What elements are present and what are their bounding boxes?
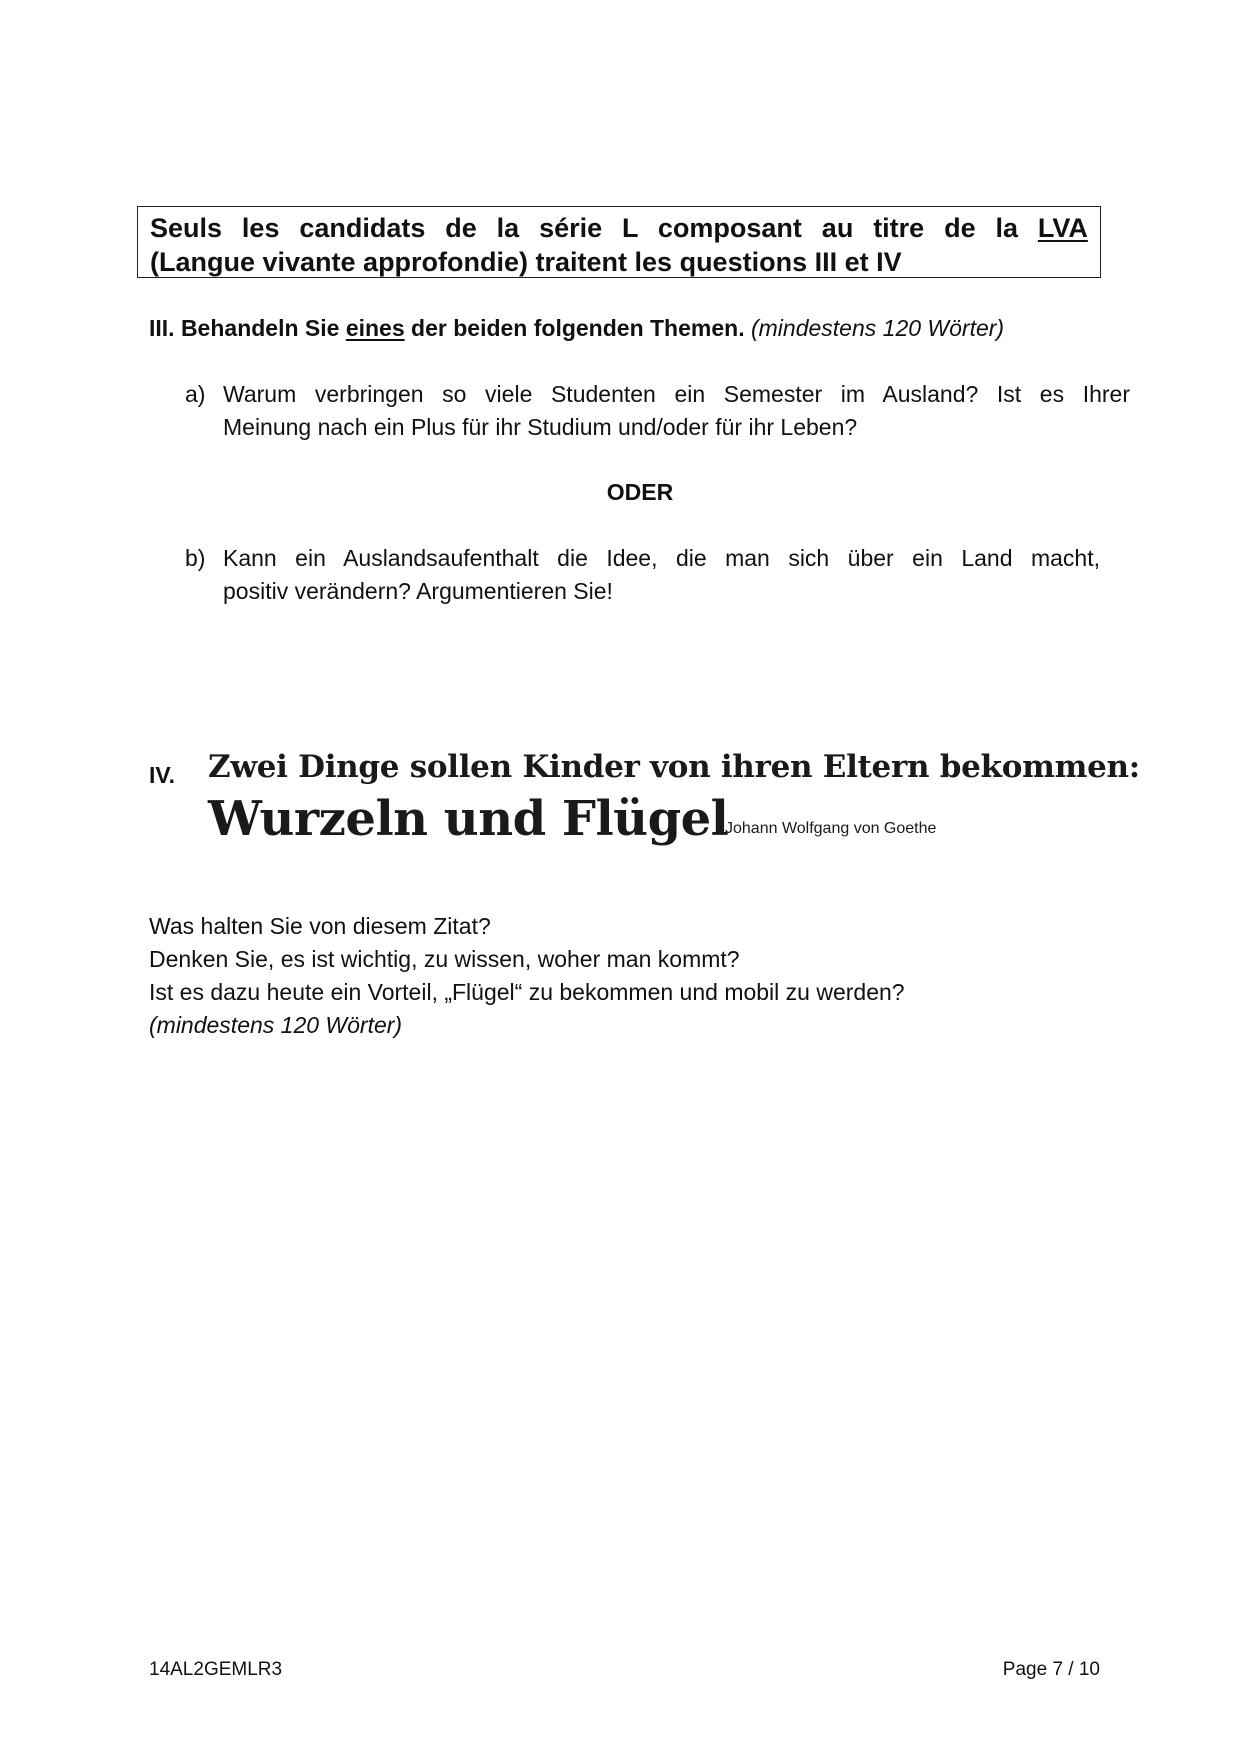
- notice-word: au: [821, 213, 854, 243]
- notice-word: les: [241, 213, 280, 243]
- heading-word-count: (mindestens 120 Wörter): [744, 315, 1005, 341]
- notice-line-1: [150, 211, 1088, 245]
- notice-line-2: (Langue vivante approfondie) traitent les questions III et IV: [150, 247, 902, 277]
- oder-separator: ODER: [606, 479, 674, 505]
- topic-a: [185, 378, 1130, 444]
- question-1: Was halten Sie von diesem Zitat?: [149, 913, 491, 939]
- topic-a-marker: a): [185, 381, 206, 407]
- section-3-heading: [149, 314, 1004, 342]
- section-4-number: IV.: [149, 762, 176, 788]
- quote-line-2: Wurzeln und Flügel: [208, 791, 729, 847]
- topic-b-line-2: positiv verändern? Argumentieren Sie!: [223, 578, 613, 604]
- notice-word: titre: [873, 213, 925, 243]
- notice-word: la: [496, 213, 520, 243]
- footer-page-number: Page 7 / 10: [1002, 1659, 1100, 1680]
- topic-b: [185, 542, 1100, 608]
- topic-a-line-1: Warum verbringen so viele Studenten ein Semester im Ausland? Ist es Ihrer: [223, 381, 1130, 407]
- question-3: Ist es dazu heute ein Vorteil, „Flügel“ zu bekommen und mobil zu werden?: [149, 979, 905, 1005]
- notice-word: de: [445, 213, 477, 243]
- footer-exam-code: 14AL2GEMLR3: [149, 1659, 283, 1680]
- notice-word: L: [622, 213, 639, 243]
- quote-line-1: Zwei Dinge sollen Kinder von ihren Eltern bekommen:: [208, 749, 1140, 785]
- quote-author: Johann Wolfgang von Goethe: [725, 820, 937, 837]
- notice-word: série: [539, 213, 603, 243]
- notice-word: candidats: [299, 213, 426, 243]
- section-4-questions: [149, 910, 905, 1042]
- heading-underlined-word: eines: [345, 315, 405, 341]
- topic-b-line-1: Kann ein Auslandsaufenthalt die Idee, die man sich über ein Land macht,: [223, 545, 1100, 571]
- notice-word: de: [944, 213, 976, 243]
- notice-word: la: [995, 213, 1018, 243]
- notice-word: composant: [657, 213, 802, 243]
- notice-box: [137, 206, 1101, 278]
- topic-b-marker: b): [185, 545, 206, 571]
- notice-word: Seuls: [150, 213, 223, 243]
- heading-part: III. Behandeln Sie: [149, 315, 346, 341]
- question-2: Denken Sie, es ist wichtig, zu wissen, woher man kommt?: [149, 946, 740, 972]
- notice-lva-underlined: LVA: [1037, 213, 1088, 243]
- section-4-word-count: (mindestens 120 Wörter): [149, 1012, 403, 1038]
- topic-a-line-2: Meinung nach ein Plus für ihr Studium und/oder für ihr Leben?: [223, 414, 858, 440]
- heading-part: der beiden folgenden Themen.: [404, 315, 745, 341]
